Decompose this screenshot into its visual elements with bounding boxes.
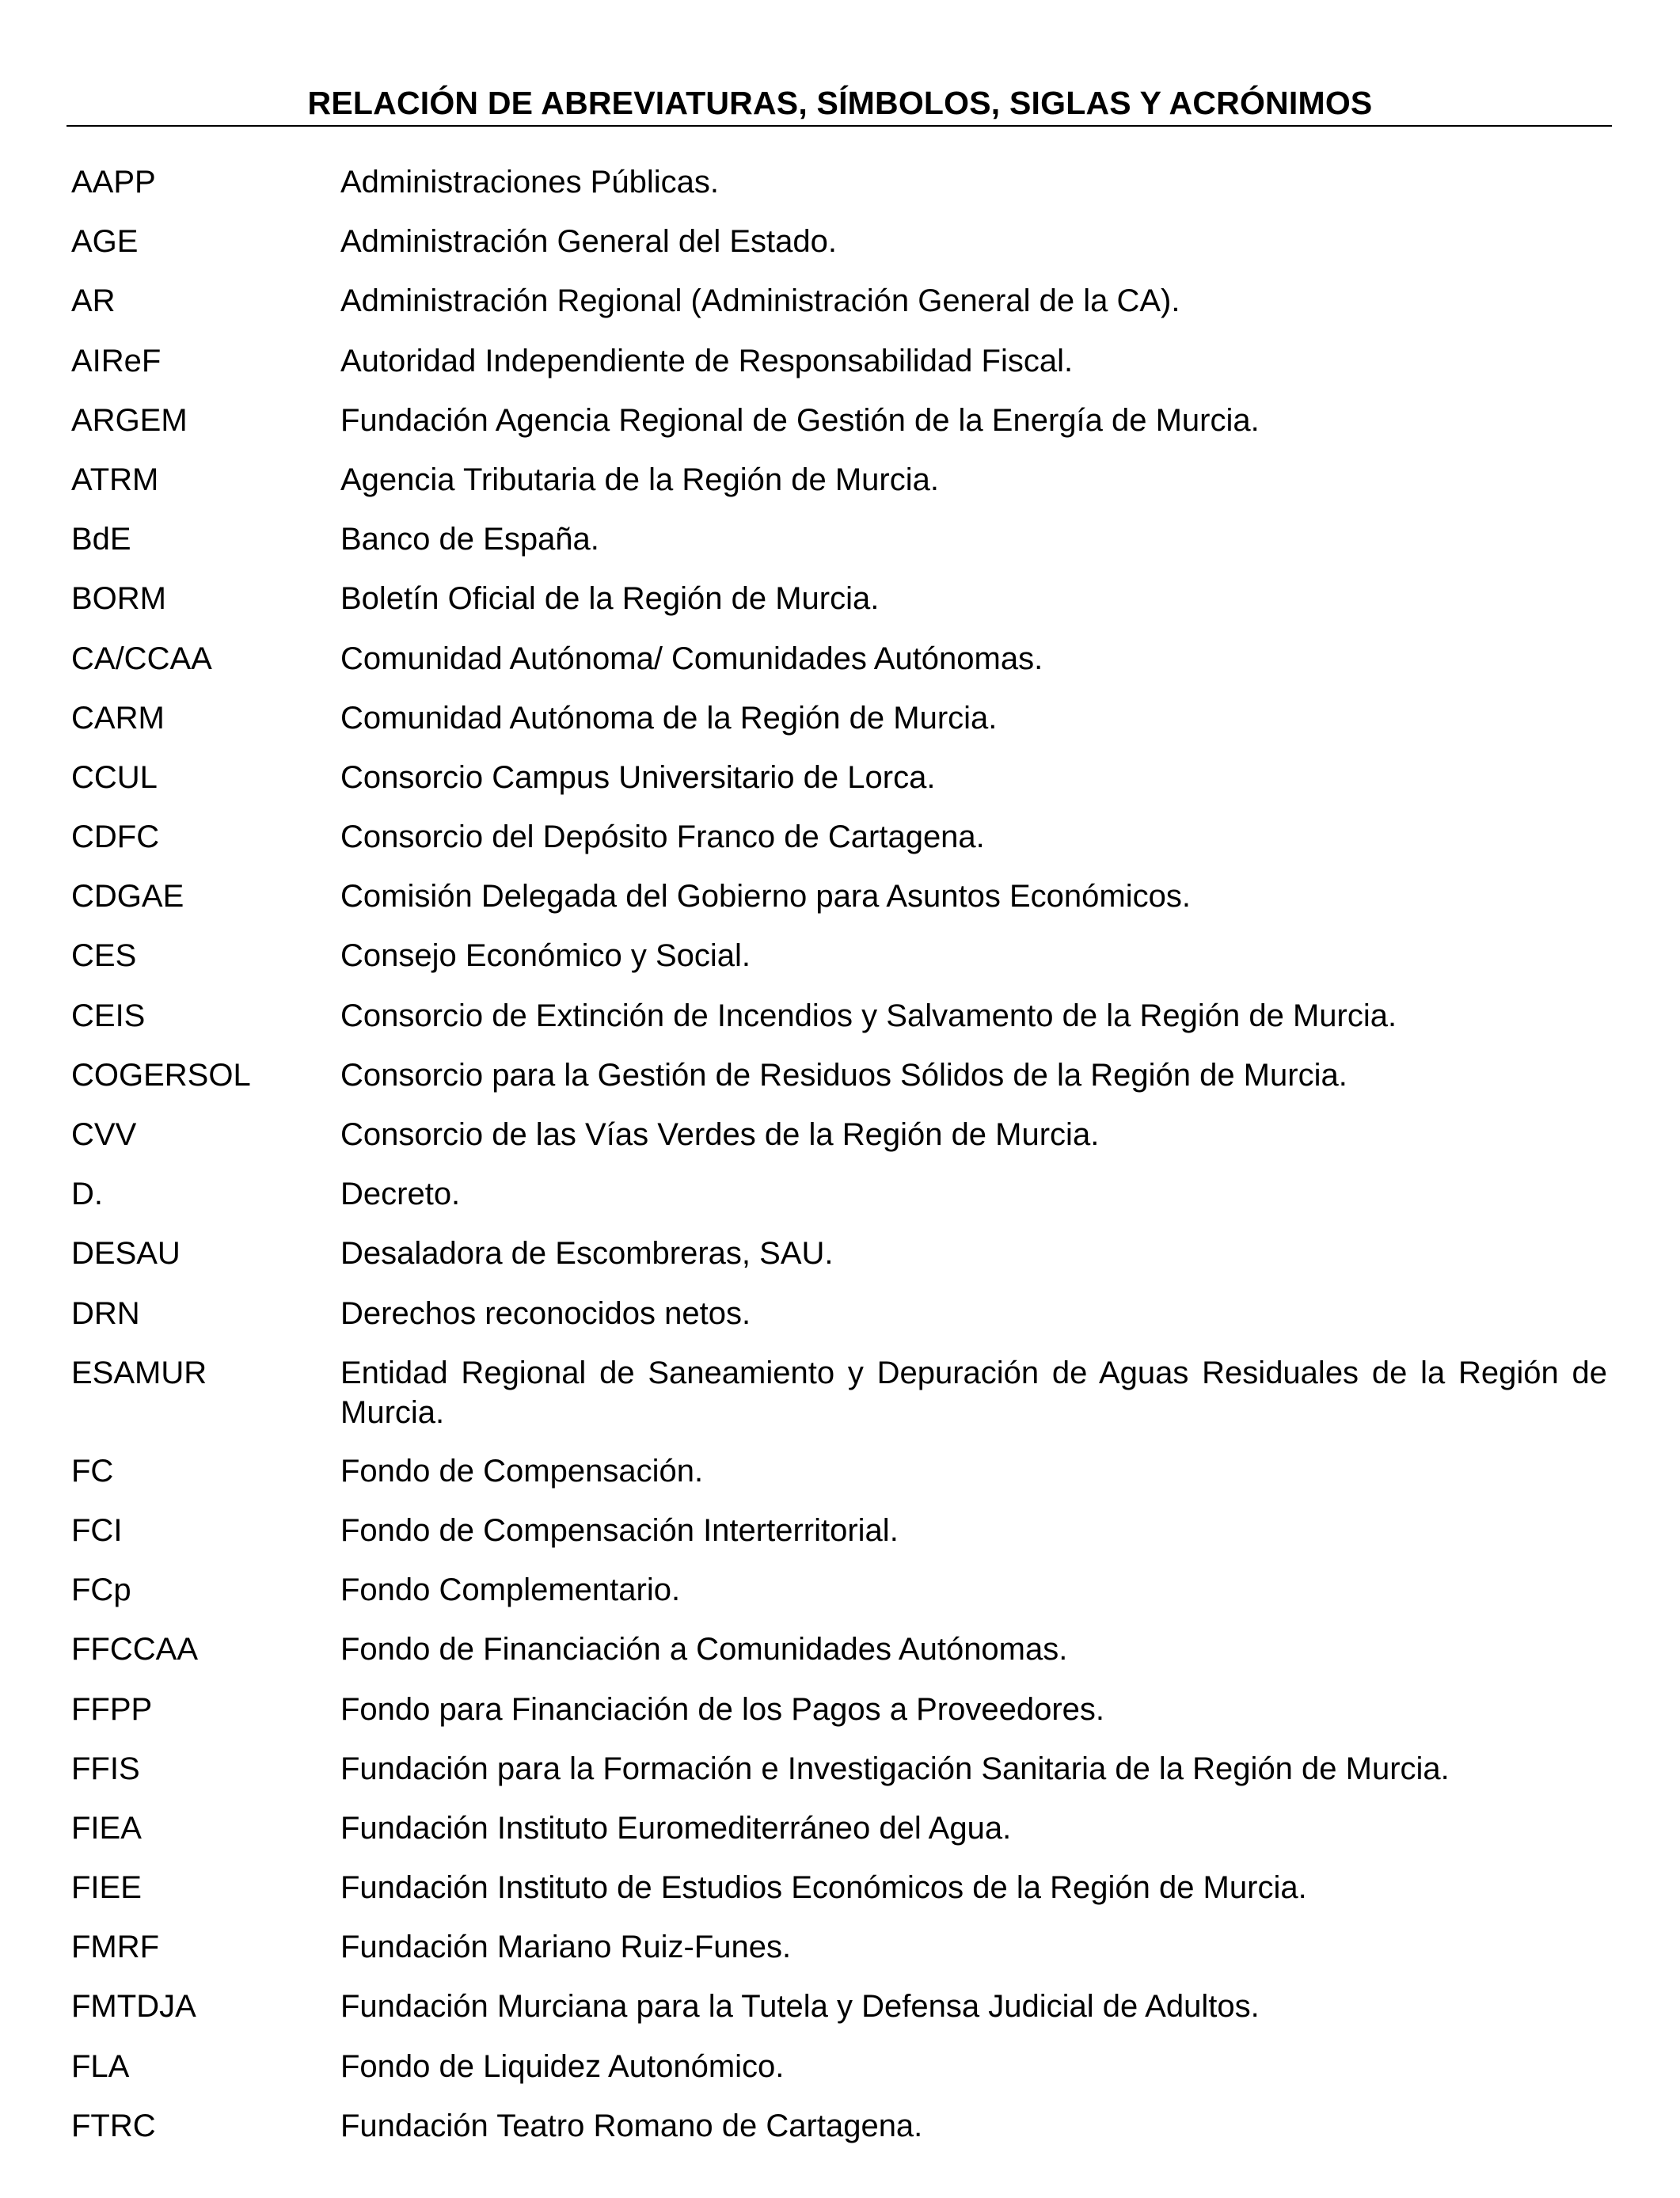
abbreviation-term: FFPP xyxy=(71,1691,153,1727)
list-item xyxy=(71,936,1607,975)
list-item xyxy=(71,1511,1607,1550)
abbreviation-definition: Consorcio para la Gestión de Residuos Sólidos de la Región de Murcia. xyxy=(340,1057,1347,1093)
list-item xyxy=(71,519,1607,559)
abbreviation-term: CCUL xyxy=(71,759,158,795)
abbreviation-term: CDFC xyxy=(71,819,160,855)
list-item xyxy=(71,2047,1607,2086)
list-item xyxy=(71,698,1607,738)
title-divider xyxy=(67,125,1612,127)
abbreviation-term: FFIS xyxy=(71,1751,140,1786)
page-title: RELACIÓN DE ABREVIATURAS, SÍMBOLOS, SIGLAS Y ACRÓNIMOS xyxy=(307,85,1373,121)
abbreviation-term: ATRM xyxy=(71,462,159,497)
list-item xyxy=(71,1570,1607,1610)
abbreviation-term: FMRF xyxy=(71,1930,160,1965)
abbreviation-definition: Fundación Instituto Euromediterráneo del Agua. xyxy=(340,1810,1012,1846)
abbreviation-definition: Banco de España. xyxy=(340,522,599,557)
abbreviation-term: CES xyxy=(71,938,137,974)
abbreviation-list xyxy=(71,162,1607,2166)
abbreviation-term: FMTDJA xyxy=(71,1989,196,2025)
abbreviation-definition: Fondo de Compensación Interterritorial. xyxy=(340,1512,899,1548)
abbreviation-definition: Fundación para la Formación e Investigación Sanitaria de la Región de Murcia. xyxy=(340,1751,1450,1786)
list-item xyxy=(71,1055,1607,1095)
abbreviation-term: FCp xyxy=(71,1572,131,1608)
list-item xyxy=(71,1690,1607,1729)
abbreviation-definition: Administraciones Públicas. xyxy=(340,165,719,200)
abbreviation-definition: Consorcio de las Vías Verdes de la Región de Murcia. xyxy=(340,1117,1100,1152)
abbreviation-definition: Fondo de Compensación. xyxy=(340,1453,704,1489)
abbreviation-definition: Consorcio Campus Universitario de Lorca. xyxy=(340,759,936,795)
abbreviation-term: COGERSOL xyxy=(71,1057,251,1093)
list-item xyxy=(71,2106,1607,2146)
abbreviation-term: FC xyxy=(71,1453,114,1489)
abbreviation-definition: Fondo Complementario. xyxy=(340,1572,681,1608)
abbreviation-definition: Autoridad Independiente de Responsabilidad Fiscal. xyxy=(340,343,1074,378)
abbreviation-definition: Administración Regional (Administración General de la CA). xyxy=(340,283,1180,319)
abbreviation-term: CA/CCAA xyxy=(71,641,212,676)
abbreviation-term: CEIS xyxy=(71,998,146,1033)
abbreviation-term: FTRC xyxy=(71,2108,156,2143)
abbreviation-term: FIEA xyxy=(71,1810,142,1846)
list-item xyxy=(71,639,1607,679)
list-item xyxy=(71,222,1607,261)
abbreviation-definition: Fundación Teatro Romano de Cartagena. xyxy=(340,2108,923,2143)
abbreviation-definition: Desaladora de Escombreras, SAU. xyxy=(340,1236,834,1272)
abbreviation-term: CDGAE xyxy=(71,879,184,915)
list-item xyxy=(71,996,1607,1036)
list-item xyxy=(71,1451,1607,1491)
list-item xyxy=(71,1294,1607,1333)
abbreviation-definition: Comunidad Autónoma/ Comunidades Autónomas. xyxy=(340,641,1043,676)
list-item xyxy=(71,1353,1607,1432)
abbreviation-definition: Boletín Oficial de la Región de Murcia. xyxy=(340,581,880,617)
abbreviation-definition: Derechos reconocidos netos. xyxy=(340,1295,751,1331)
abbreviation-definition: Entidad Regional de Saneamiento y Depuración de Aguas Residuales de la Región de Murcia. xyxy=(340,1355,1607,1430)
abbreviation-term: D. xyxy=(71,1177,103,1212)
list-item xyxy=(71,1115,1607,1154)
list-item xyxy=(71,341,1607,381)
abbreviation-definition: Fondo de Liquidez Autonómico. xyxy=(340,2048,785,2084)
list-item xyxy=(71,1868,1607,1907)
abbreviation-term: DESAU xyxy=(71,1236,181,1272)
list-item xyxy=(71,1234,1607,1273)
abbreviation-definition: Fondo para Financiación de los Pagos a Proveedores. xyxy=(340,1691,1105,1727)
list-item xyxy=(71,1987,1607,2026)
list-item xyxy=(71,1808,1607,1848)
abbreviation-term: CVV xyxy=(71,1117,137,1152)
abbreviation-term: BORM xyxy=(71,581,166,617)
abbreviation-term: ESAMUR xyxy=(71,1355,207,1390)
abbreviation-definition: Fundación Murciana para la Tutela y Defensa Judicial de Adultos. xyxy=(340,1989,1260,2025)
list-item xyxy=(71,817,1607,857)
abbreviation-definition: Comunidad Autónoma de la Región de Murcia. xyxy=(340,700,998,736)
list-item xyxy=(71,1174,1607,1214)
abbreviation-definition: Consorcio del Depósito Franco de Cartagena. xyxy=(340,819,985,855)
list-item xyxy=(71,162,1607,202)
list-item xyxy=(71,401,1607,440)
abbreviation-definition: Administración General del Estado. xyxy=(340,224,837,260)
abbreviation-definition: Comisión Delegada del Gobierno para Asuntos Económicos. xyxy=(340,879,1191,915)
list-item xyxy=(71,1927,1607,1967)
abbreviation-definition: Fundación Mariano Ruiz-Funes. xyxy=(340,1930,792,1965)
list-item xyxy=(71,579,1607,618)
abbreviation-definition: Agencia Tributaria de la Región de Murcia. xyxy=(340,462,939,497)
abbreviation-definition: Fundación Agencia Regional de Gestión de la Energía de Murcia. xyxy=(340,402,1260,438)
abbreviation-term: DRN xyxy=(71,1295,140,1331)
list-item xyxy=(71,281,1607,321)
abbreviation-term: FCI xyxy=(71,1512,123,1548)
abbreviation-term: ARGEM xyxy=(71,402,188,438)
abbreviation-definition: Consejo Económico y Social. xyxy=(340,938,751,974)
abbreviation-term: AIReF xyxy=(71,343,162,378)
abbreviation-term: FLA xyxy=(71,2048,130,2084)
list-item xyxy=(71,758,1607,797)
abbreviation-term: FIEE xyxy=(71,1870,142,1906)
abbreviation-definition: Fondo de Financiación a Comunidades Autónomas. xyxy=(340,1632,1068,1668)
abbreviation-term: AGE xyxy=(71,224,139,260)
list-item xyxy=(71,877,1607,916)
abbreviation-term: FFCCAA xyxy=(71,1632,198,1668)
abbreviation-definition: Fundación Instituto de Estudios Económicos de la Región de Murcia. xyxy=(340,1870,1307,1906)
list-item xyxy=(71,1629,1607,1669)
abbreviation-term: CARM xyxy=(71,700,165,736)
abbreviation-term: AAPP xyxy=(71,165,156,200)
abbreviation-definition: Consorcio de Extinción de Incendios y Salvamento de la Región de Murcia. xyxy=(340,998,1397,1033)
list-item xyxy=(71,1749,1607,1789)
abbreviation-definition: Decreto. xyxy=(340,1177,461,1212)
abbreviation-term: BdE xyxy=(71,522,131,557)
list-item xyxy=(71,460,1607,500)
abbreviation-term: AR xyxy=(71,283,116,319)
